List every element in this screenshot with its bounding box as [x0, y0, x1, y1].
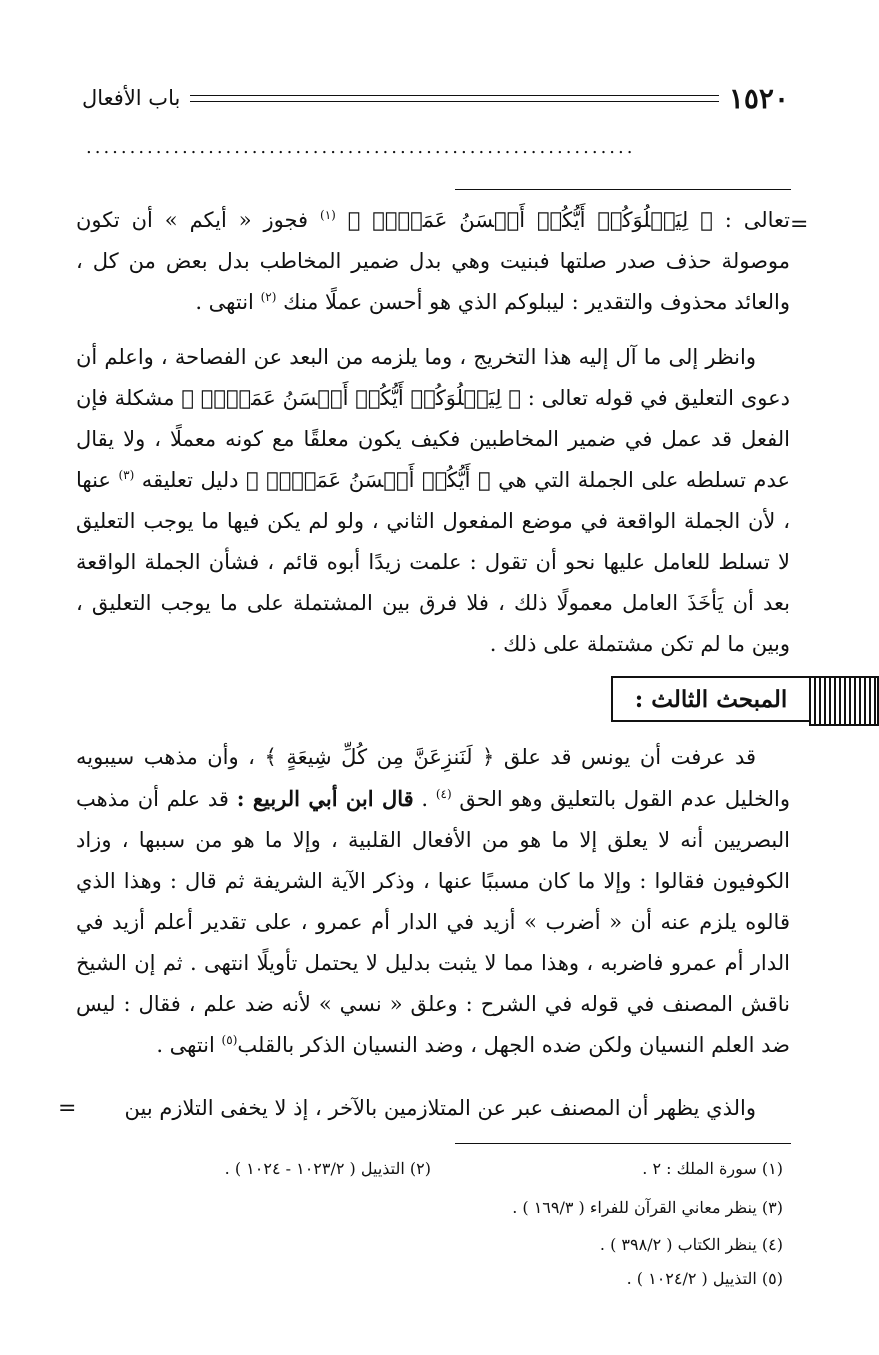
quoted-author: قال ابن أبي الربيع : [236, 786, 414, 811]
text: دليل تعليقه [134, 468, 246, 492]
text: تعالى : [712, 208, 790, 232]
paragraph-1 [76, 200, 790, 323]
heading-hatch-ornament [809, 676, 879, 726]
footnote-5: (٥) التذييل ( ١٠٢٤/٢ ) . [626, 1269, 783, 1288]
text: انتهى . [195, 290, 261, 314]
paragraph-4 [76, 1088, 790, 1129]
text: انتهى . [156, 1033, 222, 1057]
page-number: ١٥٢٠ [728, 81, 789, 115]
paragraph-3 [76, 737, 790, 1066]
quran-quote: ﴿ لِيَبۡلُوَكُمۡ أَيُّكُمۡ أَحۡسَنُ عَمَلٗاۚ ﴾ [181, 386, 521, 410]
text: وانظر إلى ما آل إليه هذا التخريج ، وما يلزمه من البعد عن الفصاحة ، واعلم أن دعوى التعليق في قوله تعالى : [76, 345, 790, 410]
paragraph-2 [76, 337, 790, 665]
text: عنها ، لأن الجملة الواقعة في موضع المفعول الثاني ، ولو لم يكن فيها ما يوجب التعليق لا تسلط للعامل عليها نحو أن تقول : علمت زيدًا أبوه قائم ، فشأن الجملة الواقعة بعد أن يَأخَذَ العامل معمولًا ذلك ، فلا فرق بين المشتملة على ما يوجب التعليق ، وبين ما لم تكن مشتملة على ذلك . [76, 468, 790, 656]
running-header [82, 80, 789, 116]
text: . [413, 787, 436, 811]
text: قد عرفت أن يونس قد علق [494, 745, 757, 769]
footnote-ref: (١) [320, 208, 336, 222]
header-rule [190, 95, 719, 102]
footnote-ref: (٤) [435, 787, 452, 801]
chapter-title: باب الأفعال [82, 86, 181, 110]
continuation-mark-start: = [790, 212, 809, 237]
footnote-1: (١) سورة الملك : ٢ . [642, 1159, 783, 1178]
footnote-rule [455, 1143, 791, 1144]
footnote-ref: (٣) [118, 468, 135, 482]
text: مشكلة فإن الفعل قد عمل في ضمير المخاطبين فكيف يكون معلقًا مع كونه معملًا ، ولا يقال عدم تسلطه على الجملة التي هي [76, 386, 790, 492]
footnote-4: (٤) ينظر الكتاب ( ٣٩٨/٢ ) . [599, 1235, 783, 1254]
quran-quote: ﴿ لِيَبۡلُوَكُمۡ أَيُّكُمۡ أَحۡسَنُ عَمَلٗاۚ ﴾ [347, 208, 713, 232]
text: والذي يظهر أن المصنف عبر عن المتلازمين بالآخر ، إذ لا يخفى التلازم بين [124, 1096, 756, 1120]
section-heading: المبحث الثالث : [611, 676, 811, 722]
footnote-ref: (٥) [221, 1033, 238, 1047]
quran-quote: ﴿ أَيُّكُمۡ أَحۡسَنُ عَمَلٗاۚ ﴾ [245, 468, 491, 492]
text: قد علم أن مذهب البصريين أنه لا يعلق إلا ما هو من الأفعال القلبية ، وإلا ما هو من سببها ، وزاد الكوفيون فقالوا : وإلا ما كان مسببًا عنها ، وذكر الآية الشريفة ثم قال : وهذا الذي قالوه يلزم عنه أن « أضرب » أزيد في الدار أم عمرو ، على تقدير أعلم أزيد في الدار أم عمرو فاضربه ، وهذا مما لا يثبت بدليل لا يحتمل تأويلًا انتهى . ثم إن الشيخ ناقش المصنف في قوله في الشرح : وعلق « نسي » لأنه ضد علم ، فقال : ليس ضد العلم النسيان ولكن ضده الجهل ، وضد النسيان الذكر بالقلب [76, 787, 790, 1057]
footnote-3: (٣) ينظر معاني القرآن للفراء ( ١٦٩/٣ ) . [512, 1198, 783, 1217]
footnote-ref: (٢) [260, 290, 277, 304]
quran-quote: ﴿ لَنَنزِعَنَّ مِن كُلِّ شِيعَةٍ ﴾ [264, 745, 495, 769]
continuation-rule [455, 189, 791, 190]
continuation-mark-end: = [58, 1096, 77, 1121]
section-heading-block [597, 676, 879, 724]
footnote-2: (٢) التذييل ( ١٠٢٣/٢ - ١٠٢٤ ) . [224, 1159, 431, 1178]
text: ، وأن مذهب سيبويه والخليل عدم القول بالتعليق وهو الحق [76, 745, 790, 811]
text: فجوز « أيكم » أن تكون موصولة حذف صدر صلتها فبنيت وهي بدل ضمير المخاطب بدل بعض من كل ، والعائد محذوف والتقدير : ليبلوكم الذي هو أحسن عملًا منك [76, 208, 790, 314]
dotted-separator: ............................................................... [86, 137, 636, 157]
